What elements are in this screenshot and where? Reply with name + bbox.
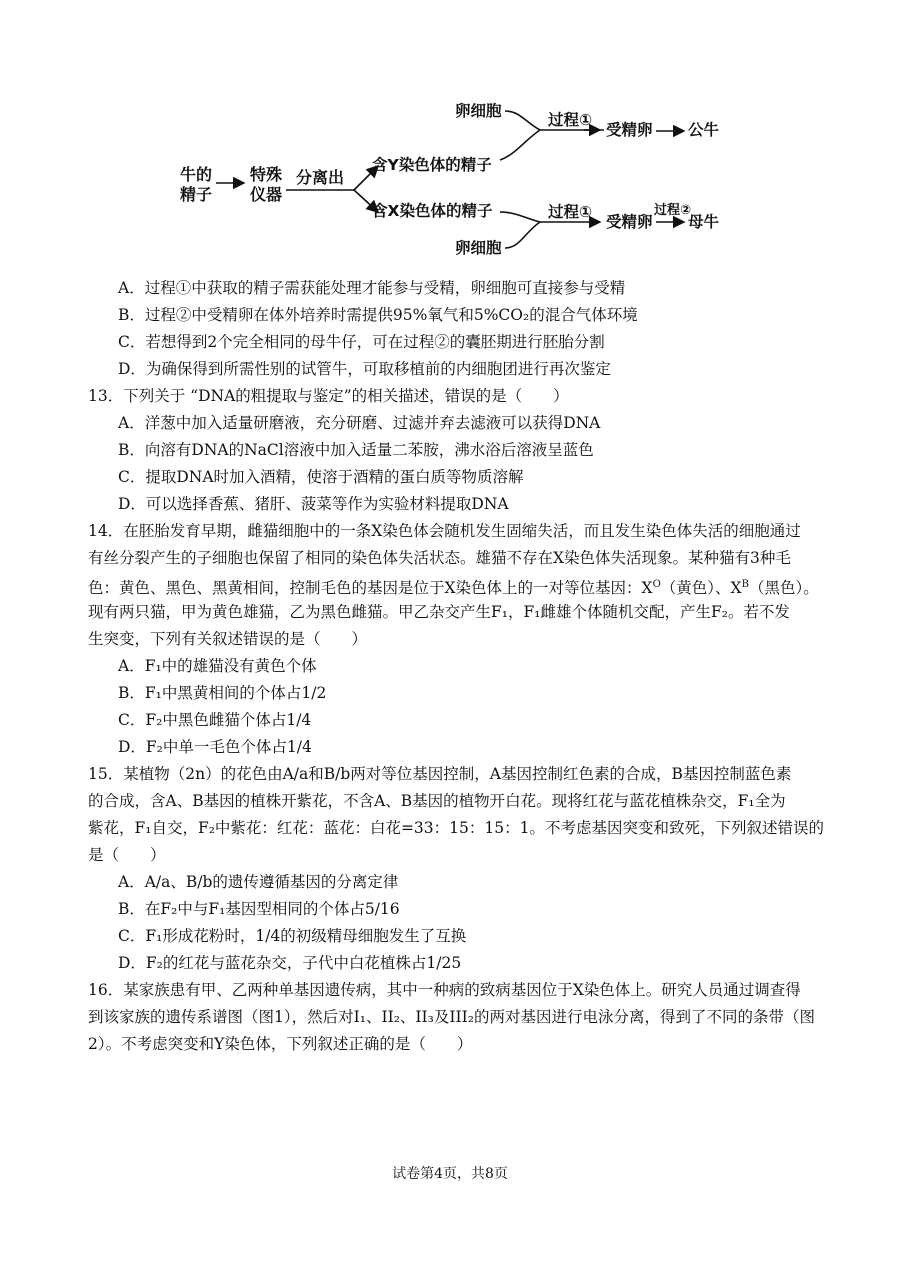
label-process1-bottom: 过程① — [548, 203, 593, 221]
q14-option-c: C．F₂中黑色雌猫个体占1/4 — [118, 711, 312, 729]
label-zygote-bottom: 受精卵 — [606, 213, 653, 231]
label-process2: 过程② — [654, 203, 692, 218]
label-y-sperm: 含Y染色体的精子 — [372, 156, 492, 174]
q15-option-b: B．在F₂中与F₁基因型相同的个体占5/16 — [118, 900, 400, 918]
q14-stem-line-4: 现有两只猫，甲为黄色雄猫，乙为黑色雌猫。甲乙杂交产生F₁，F₁雌雄个体随机交配，产生F₂。若不发 — [88, 603, 790, 621]
q13-option-c: C．提取DNA时加入酒精，使溶于酒精的蛋白质等物质溶解 — [118, 468, 524, 486]
q15-option-c: C．F₁形成花粉时，1/4的初级精母细胞发生了互换 — [118, 927, 467, 945]
q12-option-d: D．为确保得到所需性别的试管牛，可取移植前的内细胞团进行再次鉴定 — [118, 360, 611, 378]
q15-option-a: A．A/a、B/b的遗传遵循基因的分离定律 — [118, 873, 399, 891]
q14-stem-line-5: 生突变，下列有关叙述错误的是（ ） — [88, 630, 368, 648]
q13-option-b: B．向溶有DNA的NaCl溶液中加入适量二苯胺，沸水浴后溶液呈蓝色 — [118, 441, 594, 459]
label-egg-bottom: 卵细胞 — [455, 239, 502, 257]
q15-stem-line-4: 是（ ） — [88, 846, 166, 864]
embryo-process-diagram — [0, 0, 900, 270]
label-zygote-top: 受精卵 — [606, 121, 653, 139]
label-device-2: 仪器 — [250, 185, 283, 204]
q16-stem-line-2: 到该家族的遗传系谱图（图1），然后对I₁、II₂、II₃及III₂的两对基因进行电泳分离，得到了不同的条带（图 — [88, 1008, 815, 1026]
line-ysperm-join — [500, 130, 540, 160]
label-egg-top: 卵细胞 — [455, 102, 502, 120]
label-male-calf: 公牛 — [688, 121, 720, 139]
line-egg-bottom — [505, 222, 540, 248]
label-device-1: 特殊 — [250, 165, 283, 184]
q16-stem-line-1: 16．某家族患有甲、乙两种单基因遗传病，其中一种病的致病基因位于X染色体上。研究人员通过调查得 — [88, 981, 801, 999]
q13-stem: 13．下列关于 “DNA的粗提取与鉴定”的相关描述，错误的是（ ） — [88, 387, 569, 405]
q13-option-d: D．可以选择香蕉、猪肝、菠菜等作为实验材料提取DNA — [118, 495, 509, 513]
label-separate: 分离出 — [296, 168, 345, 187]
q14-option-b: B．F₁中黑黄相间的个体占1/2 — [118, 684, 327, 702]
label-bull-sperm-2: 精子 — [180, 185, 213, 204]
q12-option-b: B．过程②中受精卵在体外培养时需提供95%氧气和5%CO₂的混合气体环境 — [118, 306, 638, 324]
q14-stem-line-1: 14．在胚胎发育早期，雌猫细胞中的一条X染色体会随机发生固缩失活，而且发生染色体失活的细胞通过 — [88, 522, 801, 540]
q14-option-d: D．F₂中单一毛色个体占1/4 — [118, 738, 312, 756]
q14-stem-line-2: 有丝分裂产生的子细胞也保留了相同的染色体失活状态。雄猫不存在X染色体失活现象。某种猫有3种毛 — [88, 549, 791, 567]
label-female-calf: 母牛 — [688, 213, 720, 231]
q12-option-a: A．过程①中获取的精子需获能处理才能参与受精，卵细胞可直接参与受精 — [118, 279, 626, 297]
q15-stem-line-1: 15．某植物（2n）的花色由A/a和B/b两对等位基因控制，A基因控制红色素的合成，B基因控制蓝色素 — [88, 765, 792, 783]
label-bull-sperm-1: 牛的 — [180, 165, 213, 184]
page-footer: 试卷第4页，共8页 — [392, 1166, 508, 1182]
q16-stem-line-3: 2）。不考虑突变和Y染色体，下列叙述正确的是（ ） — [88, 1035, 473, 1053]
q15-stem-line-3: 紫花，F₁自交，F₂中紫花：红花：蓝花：白花=33：15：15：1。不考虑基因突变和致死，下列叙述错误的 — [88, 819, 824, 837]
label-x-sperm: 含X染色体的精子 — [372, 202, 493, 220]
q15-option-d: D．F₂的红花与蓝花杂交，子代中白花植株占1/25 — [118, 954, 462, 972]
line-egg-top — [505, 111, 540, 130]
label-process1-top: 过程① — [548, 111, 593, 129]
q15-stem-line-2: 的合成，含A、B基因的植株开紫花，不含A、B基因的植物开白花。现将红花与蓝花植株杂交，F₁全为 — [88, 792, 786, 810]
q12-option-c: C．若想得到2个完全相同的母牛仔，可在过程②的囊胚期进行胚胎分割 — [118, 333, 605, 351]
q14-option-a: A．F₁中的雄猫没有黄色个体 — [118, 657, 317, 675]
q13-option-a: A．洋葱中加入适量研磨液，充分研磨、过滤并弃去滤液可以获得DNA — [118, 414, 601, 432]
q14-stem-line-3: 色：黄色、黑色、黑黄相间，控制毛色的基因是位于X染色体上的一对等位基因：$X^O$（黄色）、$X^B$（黑色）。 — [88, 579, 819, 598]
line-xsperm-join — [500, 212, 540, 222]
